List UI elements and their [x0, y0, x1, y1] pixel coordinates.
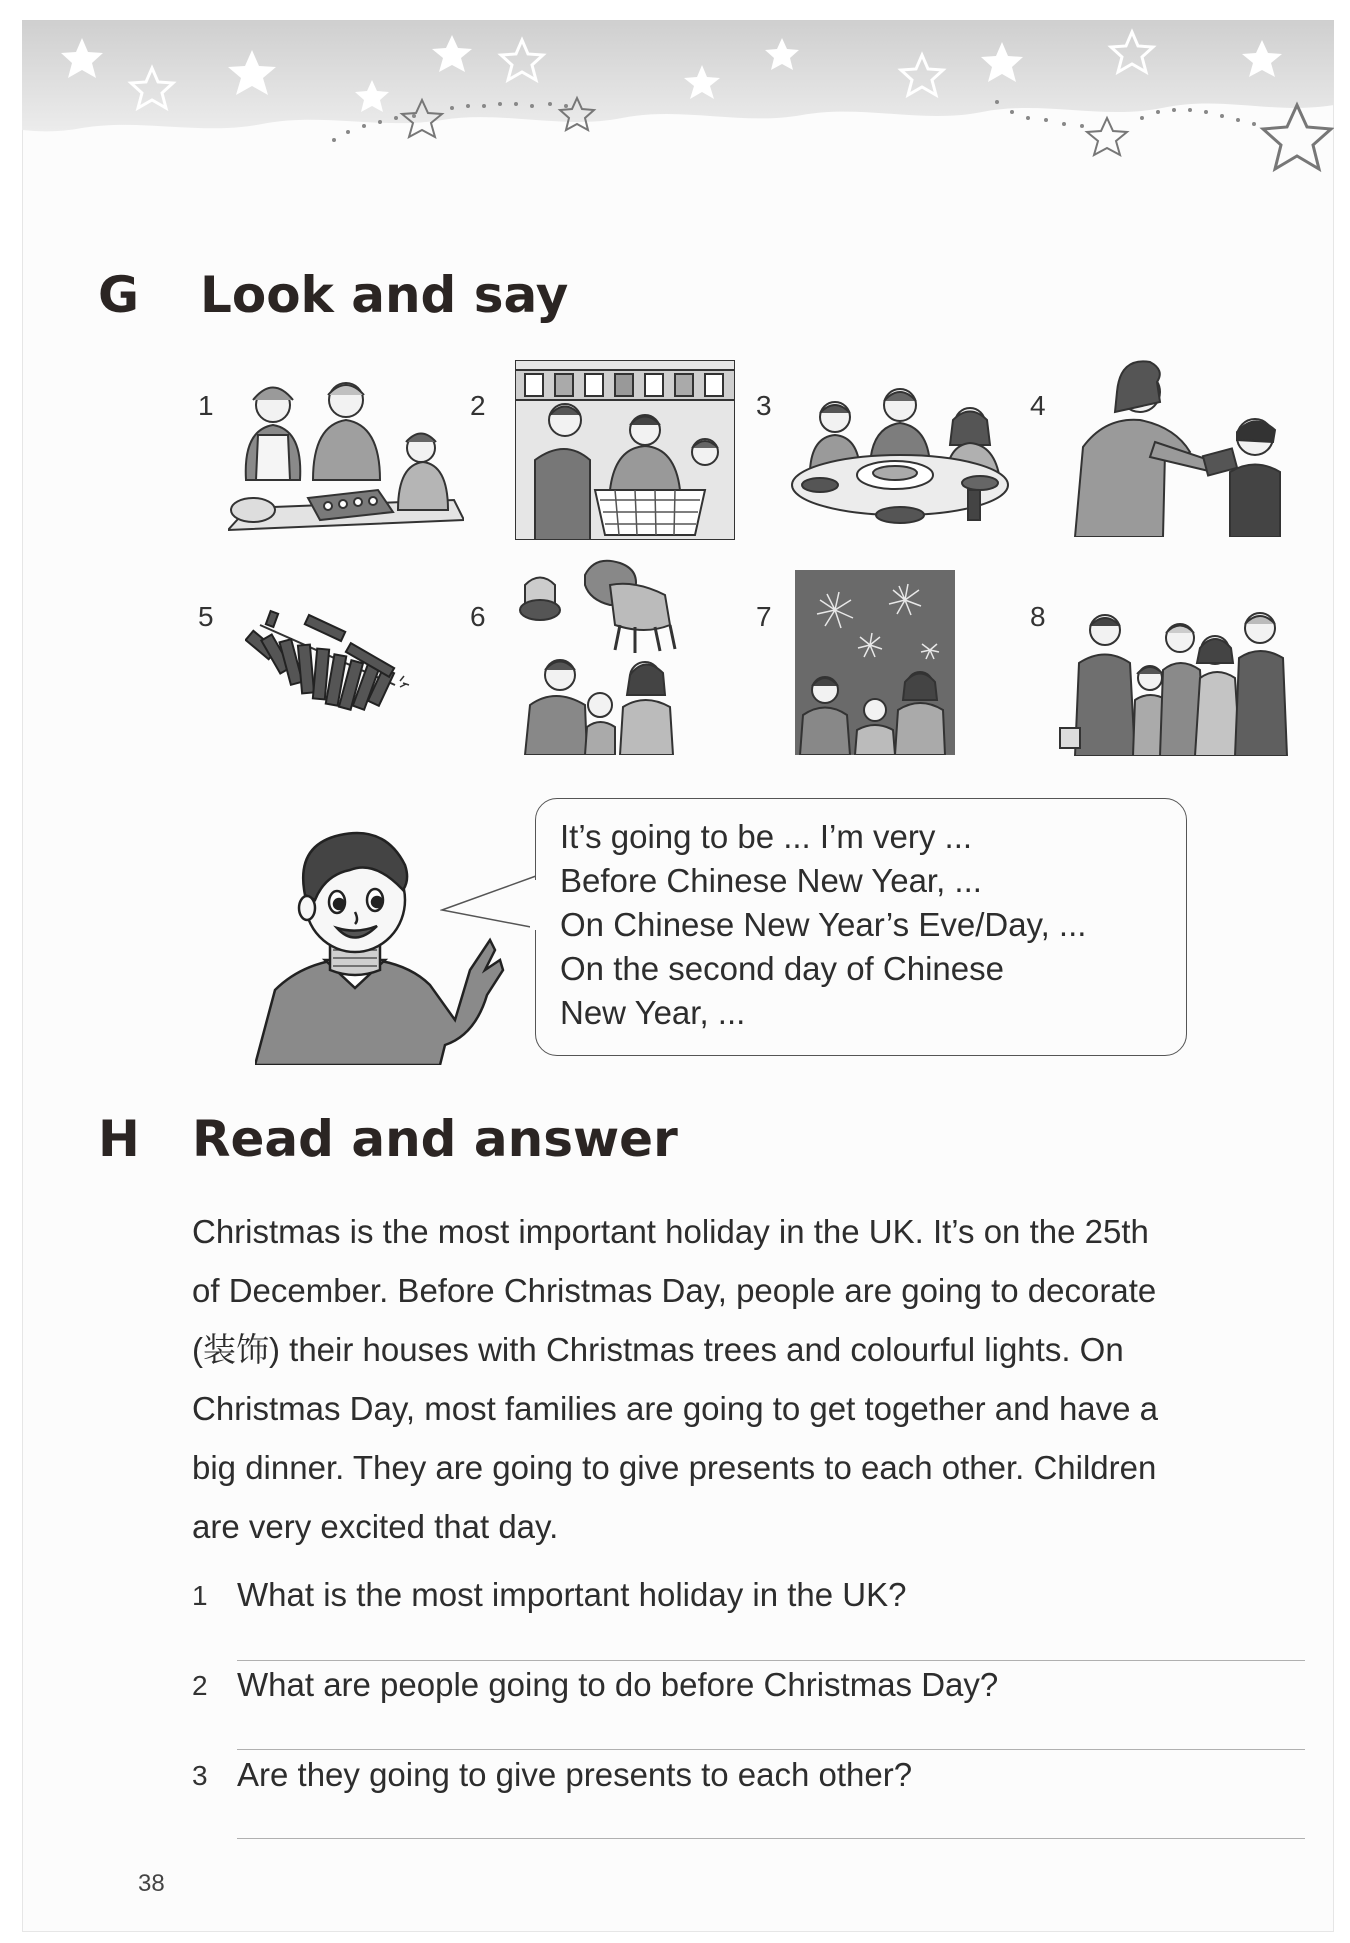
question-text-2: What are people going to do before Christmas Day? — [237, 1666, 999, 1703]
lion-dance-picture — [515, 555, 685, 755]
picture-number-4: 4 — [1030, 390, 1046, 421]
answer-line-3[interactable] — [237, 1838, 1305, 1839]
picture-number-7: 7 — [756, 601, 772, 632]
fireworks-picture — [795, 570, 955, 755]
star-banner — [22, 20, 1334, 210]
red-packet-gift-picture — [1065, 352, 1290, 537]
picture-number-2: 2 — [470, 390, 486, 421]
passage-line-1: Christmas is the most important holiday in the UK. It’s on the 25th — [192, 1213, 1149, 1250]
passage-line-6: are very excited that day. — [192, 1508, 559, 1545]
bubble-line-4: On the second day of Chinese — [560, 950, 1004, 987]
bubble-line-2: Before Chinese New Year, ... — [560, 862, 982, 899]
reading-passage — [192, 1202, 1312, 1556]
passage-line-4: Christmas Day, most families are going to get together and have a — [192, 1390, 1159, 1427]
family-shopping-picture — [515, 360, 735, 540]
picture-number-5: 5 — [198, 601, 214, 632]
answer-line-1[interactable] — [237, 1660, 1305, 1661]
section-g-title: Look and say — [200, 266, 569, 324]
question-text-3: Are they going to give presents to each other? — [237, 1756, 913, 1793]
picture-number-3: 3 — [756, 390, 772, 421]
picture-number-6: 6 — [470, 601, 486, 632]
firecrackers-picture — [245, 605, 425, 745]
passage-line-2: of December. Before Christmas Day, people are going to decorate — [192, 1272, 1157, 1309]
passage-line-3: (装饰) their houses with Christmas trees and colourful lights. On — [192, 1331, 1124, 1368]
question-number-2: 2 — [192, 1670, 208, 1701]
picture-number-8: 8 — [1030, 601, 1046, 632]
answer-line-2[interactable] — [237, 1749, 1305, 1750]
bubble-line-3: On Chinese New Year’s Eve/Day, ... — [560, 906, 1087, 943]
visiting-grandparents-picture — [1055, 608, 1290, 756]
section-h-title: Read and answer — [192, 1110, 678, 1168]
section-g-letter: G — [98, 266, 140, 324]
page-number: 38 — [138, 1870, 165, 1897]
section-h-letter: H — [98, 1110, 140, 1168]
family-making-dumplings-picture — [228, 370, 464, 540]
bubble-line-1: It’s going to be ... I’m very ... — [560, 818, 973, 855]
passage-line-5: big dinner. They are going to give presents to each other. Children — [192, 1449, 1157, 1486]
family-dinner-picture — [790, 375, 1012, 535]
question-number-3: 3 — [192, 1760, 208, 1791]
speech-bubble-tail-mask — [530, 880, 542, 930]
picture-number-1: 1 — [198, 390, 214, 421]
question-number-1: 1 — [192, 1580, 208, 1611]
bubble-line-5: New Year, ... — [560, 994, 746, 1031]
question-text-1: What is the most important holiday in the UK? — [237, 1576, 907, 1613]
speech-bubble-tail — [440, 870, 540, 950]
